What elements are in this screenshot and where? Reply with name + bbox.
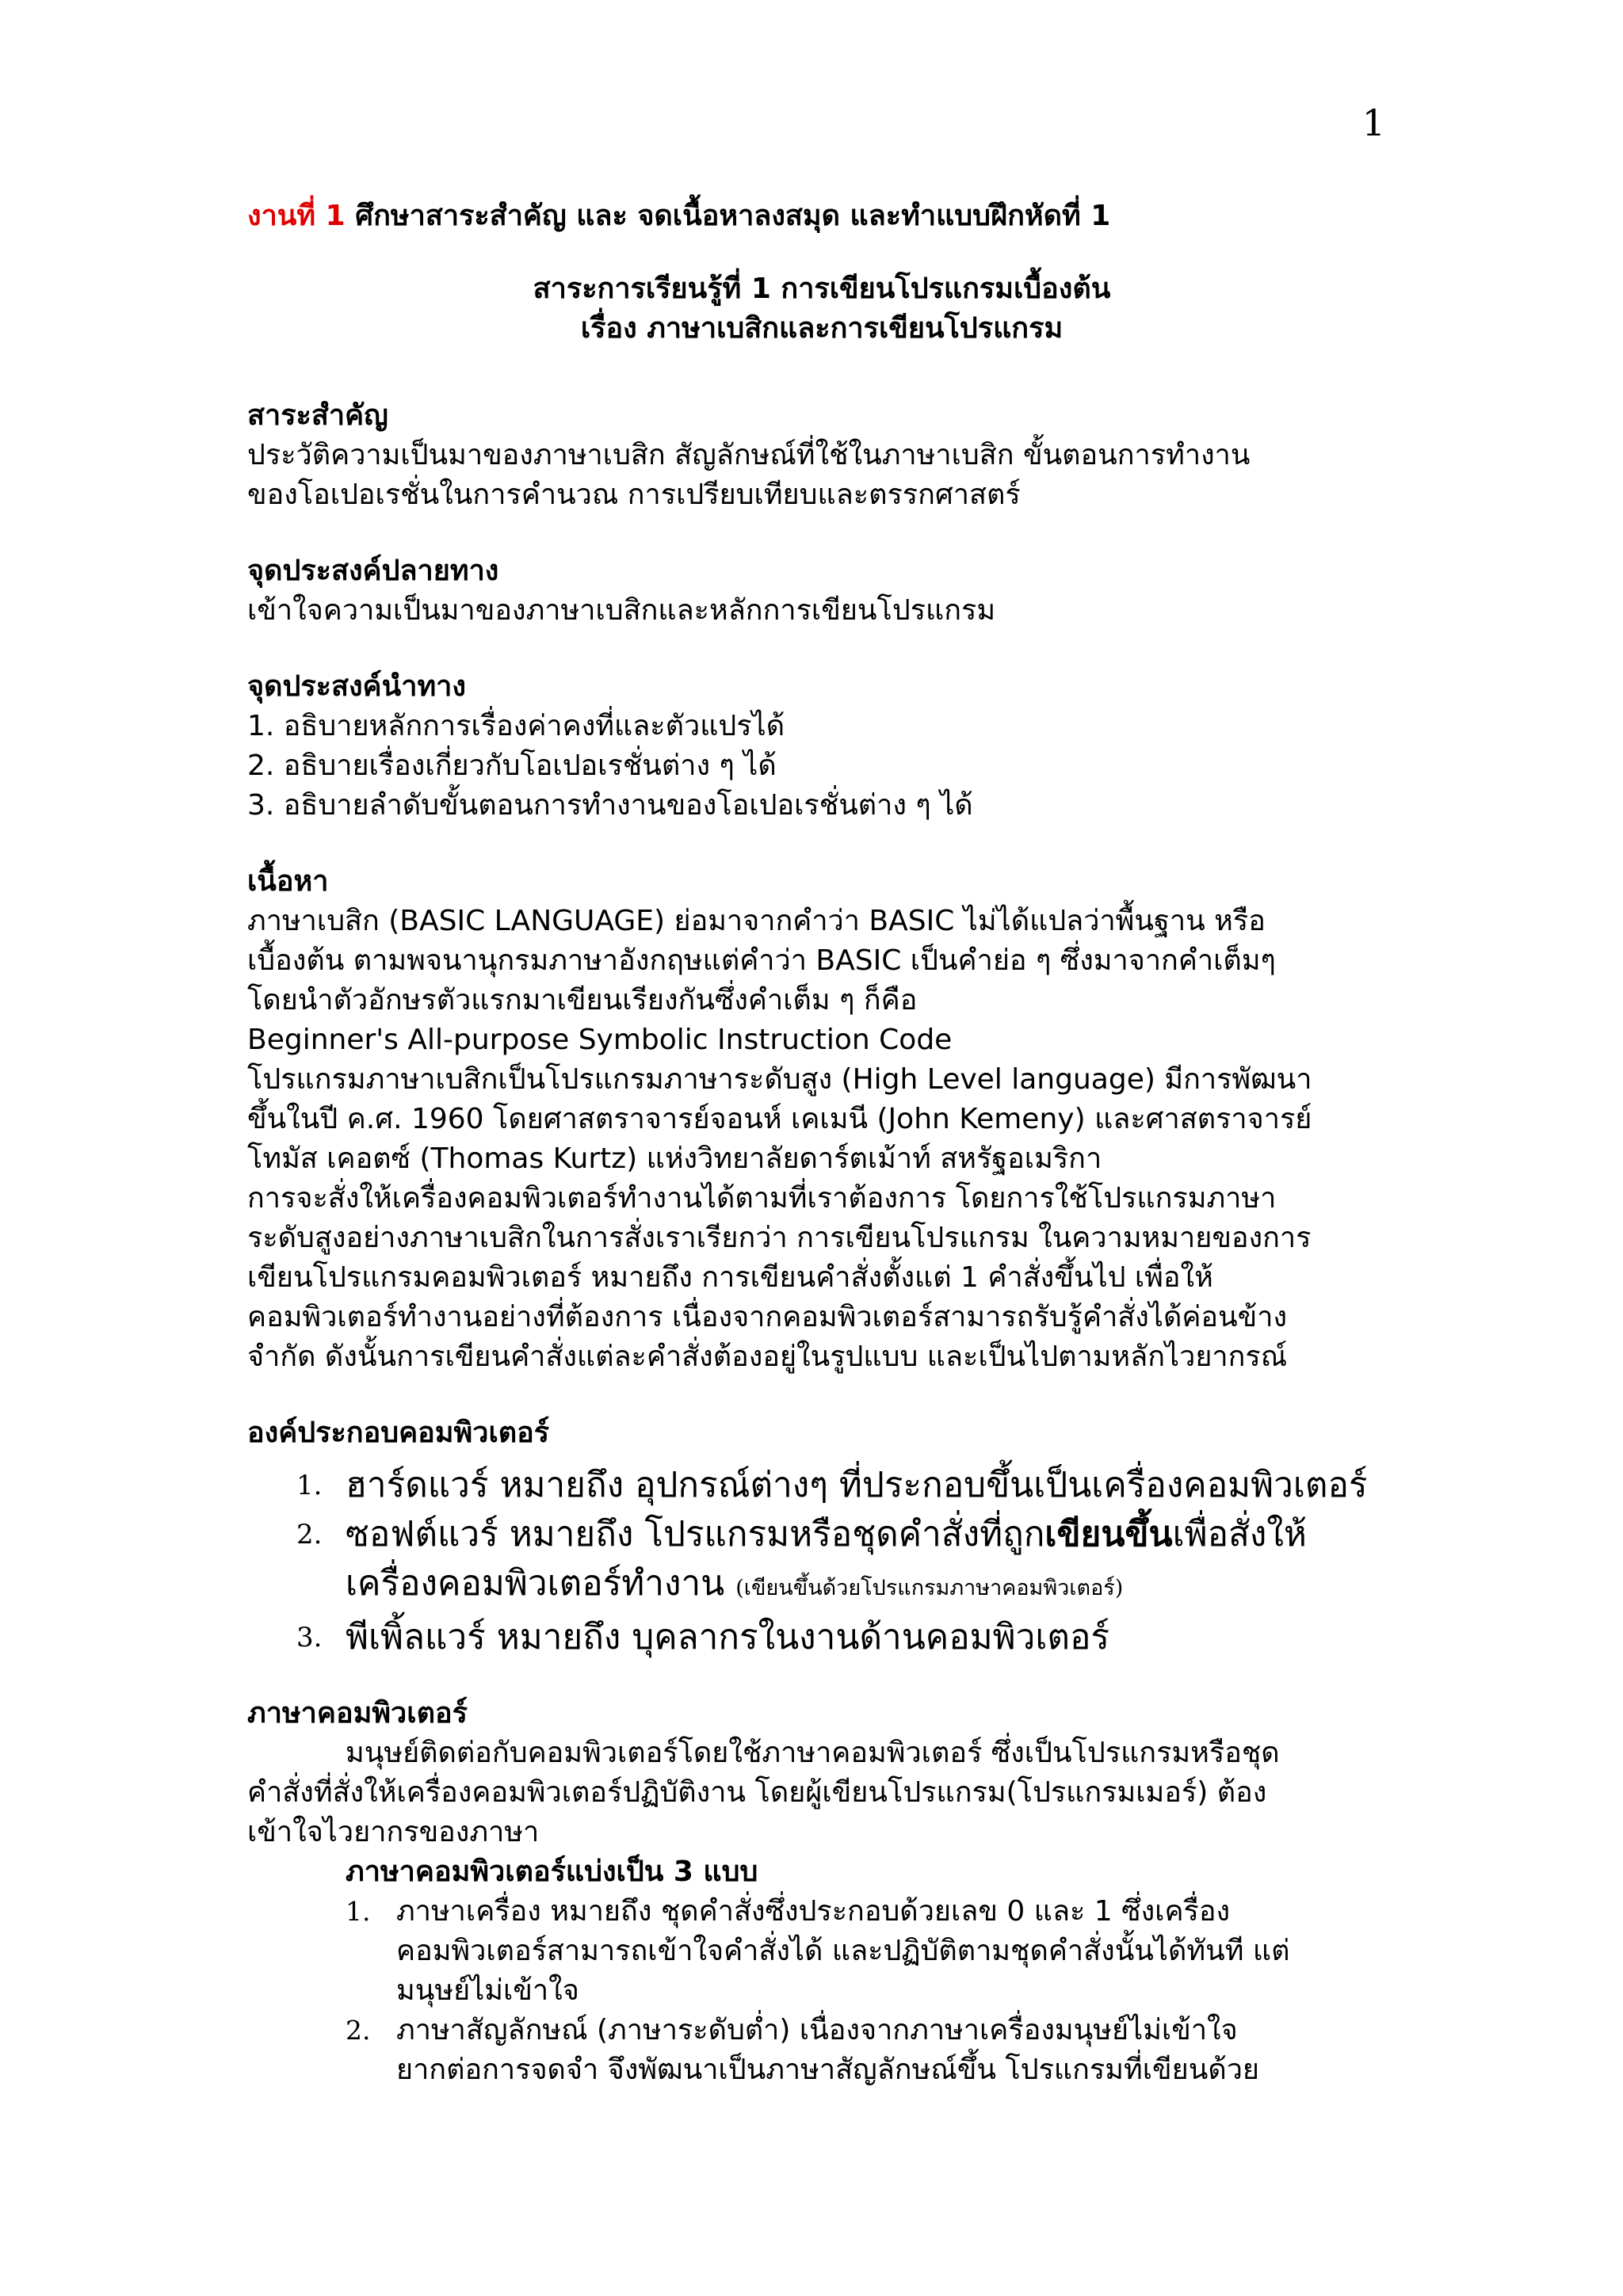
paragraph-line: เบื้องต้น ตามพจนานุกรมภาษาอังกฤษแต่คำว่า BASIC เป็นคำย่อ ๆ ซึ่งมาจากคำเต็มๆ: [247, 944, 1276, 977]
task-title: ศึกษาสาระสำคัญ และ จดเนื้อหาลงสมุด และทำแบบฝึกหัดที่ 1: [355, 200, 1111, 232]
component-text: เพื่อสั่งให้: [1172, 1514, 1307, 1554]
paragraph-line: มนุษย์ติดต่อกับคอมพิวเตอร์โดยใช้ภาษาคอมพิวเตอร์ ซึ่งเป็นโปรแกรมหรือชุด: [346, 1737, 1280, 1769]
list-item-line: ยากต่อการจดจำ จึงพัฒนาเป็นภาษาสัญลักษณ์ขึ้น โปรแกรมที่เขียนด้วย: [396, 2054, 1259, 2086]
list-item: [296, 1461, 1396, 1510]
content-heading: เนื้อหา: [247, 865, 329, 898]
paragraph-line: ภาษาเบสิก (BASIC LANGUAGE) ย่อมาจากคำว่า BASIC ไม่ได้แปลว่าพื้นฐาน หรือ: [247, 905, 1266, 937]
paragraph-line: โปรแกรมภาษาเบสิกเป็นโปรแกรมภาษาระดับสูง (High Level language) มีการพัฒนา: [247, 1063, 1312, 1096]
list-item-line: มนุษย์ไม่เข้าใจ: [396, 1974, 579, 2007]
component-term: ฮาร์ดแวร์: [346, 1465, 489, 1505]
task-label: งานที่ 1: [247, 200, 346, 232]
component-note: (เขียนขึ้นด้วยโปรแกรมภาษาคอมพิวเตอร์): [735, 1576, 1124, 1600]
list-item: [296, 1510, 1396, 1613]
list-number: 1.: [296, 1470, 323, 1501]
paragraph-line: ประวัติความเป็นมาของภาษาเบสิก สัญลักษณ์ที่ใช้ในภาษาเบสิก ขั้นตอนการทำงาน: [247, 439, 1251, 471]
paragraph-line: คอมพิวเตอร์ทำงานอย่างที่ต้องการ เนื่องจากคอมพิวเตอร์สามารถรับรู้คำสั่งได้ค่อนข้าง: [247, 1301, 1288, 1333]
list-item: 1. อธิบายหลักการเรื่องค่าคงที่และตัวแปรได้: [247, 710, 785, 742]
task-heading: [247, 196, 1396, 236]
unit-title: [247, 269, 1396, 349]
component-text: หมายถึง โปรแกรมหรือชุดคำสั่งที่ถูก: [498, 1514, 1045, 1554]
component-text: หมายถึง อุปกรณ์ต่างๆ ที่ประกอบขึ้นเป็นเครื่องคอมพิวเตอร์: [488, 1465, 1368, 1505]
list-number: 2.: [346, 2015, 371, 2046]
document-body: [247, 196, 1396, 2090]
languages-subheading: ภาษาคอมพิวเตอร์แบ่งเป็น 3 แบบ: [346, 1855, 758, 1888]
list-item: 2. อธิบายเรื่องเกี่ยวกับโอเปอเรชั่นต่าง ๆ ได้: [247, 749, 777, 782]
list-item-line: ภาษาสัญลักษณ์ (ภาษาระดับต่ำ) เนื่องจากภาษาเครื่องมนุษย์ไม่เข้าใจ: [396, 2014, 1238, 2046]
paragraph-line: โดยนำตัวอักษรตัวแรกมาเขียนเรียงกันซึ่งคำเต็ม ๆ ก็คือ: [247, 984, 918, 1016]
paragraph-line: เข้าใจความเป็นมาของภาษาเบสิกและหลักการเขียนโปรแกรม: [247, 594, 996, 627]
key-concept-heading: สาระสำคัญ: [247, 399, 388, 432]
components-heading: องค์ประกอบคอมพิวเตอร์: [247, 1417, 550, 1449]
list-item: [346, 2011, 1396, 2090]
paragraph-line: เข้าใจไวยากรของภาษา: [247, 1816, 540, 1848]
paragraph-line: จำกัด ดังนั้นการเขียนคำสั่งแต่ละคำสั่งต้องอยู่ในรูปแบบ และเป็นไปตามหลักไวยากรณ์: [247, 1341, 1288, 1373]
paragraph-line: เขียนโปรแกรมคอมพิวเตอร์ หมายถึง การเขียนคำสั่งตั้งแต่ 1 คำสั่งขึ้นไป เพื่อให้: [247, 1261, 1213, 1294]
paragraph-line: ขึ้นในปี ค.ศ. 1960 โดยศาสตราจารย์จอนห์ เคเมนี (John Kemeny) และศาสตราจารย์: [247, 1103, 1312, 1135]
terminal-objective-heading: จุดประสงค์ปลายทาง: [247, 555, 499, 587]
enabling-objectives-heading: จุดประสงค์นำทาง: [247, 670, 466, 703]
paragraph-line: Beginner's All-purpose Symbolic Instruction Code: [247, 1024, 953, 1056]
component-text-bold: เขียนขึ้น: [1044, 1514, 1173, 1554]
list-number: 1.: [346, 1896, 371, 1927]
paragraph-line: โทมัส เคอตซ์ (Thomas Kurtz) แห่งวิทยาลัยดาร์ตเม้าท์ สหรัฐอเมริกา: [247, 1142, 1102, 1175]
component-term: พีเพิ้ลแวร์: [346, 1617, 486, 1657]
list-number: 3.: [296, 1622, 323, 1653]
list-item: [346, 1892, 1396, 2011]
list-item-line: คอมพิวเตอร์สามารถเข้าใจคำสั่งได้ และปฏิบัติตามชุดคำสั่งนั้นได้ทันที แต่: [396, 1935, 1290, 1967]
unit-title-line: เรื่อง ภาษาเบสิกและการเขียนโปรแกรม: [580, 312, 1064, 345]
component-term: ซอฟต์แวร์: [346, 1514, 498, 1554]
languages-list: [346, 1892, 1396, 2090]
components-list: [296, 1461, 1396, 1662]
paragraph-line: ระดับสูงอย่างภาษาเบสิกในการสั่งเราเรียกว่า การเขียนโปรแกรม ในความหมายของการ: [247, 1222, 1312, 1254]
list-item: [296, 1613, 1396, 1662]
page-number: 1: [1361, 101, 1385, 144]
list-number: 2.: [296, 1519, 323, 1550]
paragraph-line: คำสั่งที่สั่งให้เครื่องคอมพิวเตอร์ปฏิบัติงาน โดยผู้เขียนโปรแกรม(โปรแกรมเมอร์) ต้อง: [247, 1776, 1267, 1809]
component-text: เครื่องคอมพิวเตอร์ทำงาน: [346, 1563, 736, 1604]
paragraph-line: การจะสั่งให้เครื่องคอมพิวเตอร์ทำงานได้ตามที่เราต้องการ โดยการใช้โปรแกรมภาษา: [247, 1182, 1277, 1215]
languages-heading: ภาษาคอมพิวเตอร์: [247, 1697, 468, 1730]
list-item-line: ภาษาเครื่อง หมายถึง ชุดคำสั่งซึ่งประกอบด้วยเลข 0 และ 1 ซึ่งเครื่อง: [396, 1895, 1231, 1928]
paragraph-line: ของโอเปอเรชั่นในการคำนวณ การเปรียบเทียบและตรรกศาสตร์: [247, 479, 1021, 511]
unit-title-line: สาระการเรียนรู้ที่ 1 การเขียนโปรแกรมเบื้องต้น: [533, 273, 1111, 305]
component-text: หมายถึง บุคลากรในงานด้านคอมพิวเตอร์: [485, 1617, 1110, 1657]
list-item: 3. อธิบายลำดับขั้นตอนการทำงานของโอเปอเรชั่นต่าง ๆ ได้: [247, 789, 973, 822]
